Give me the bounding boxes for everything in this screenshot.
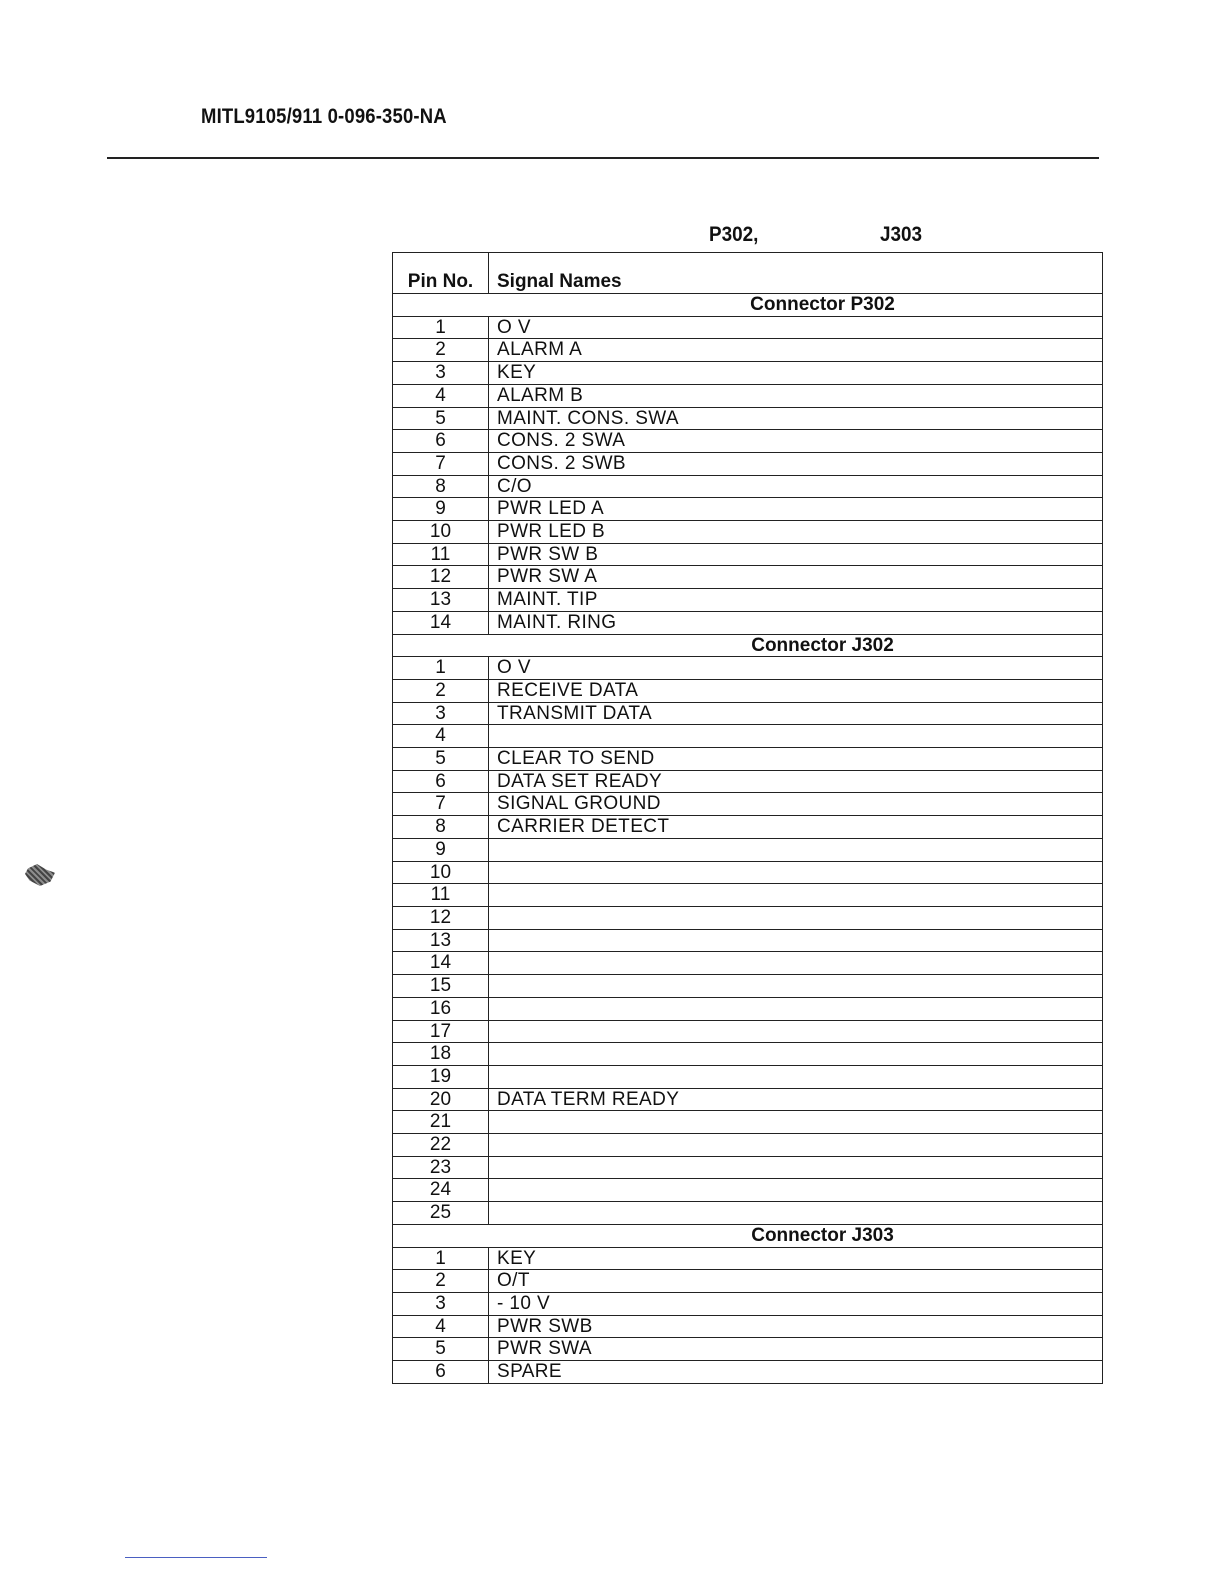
table-row bbox=[393, 430, 1103, 453]
pin-number: 14 bbox=[393, 952, 489, 975]
signal-name: CLEAR TO SEND bbox=[489, 748, 1103, 771]
signal-name: PWR LED B bbox=[489, 521, 1103, 544]
pin-number: 11 bbox=[393, 884, 489, 907]
pin-number: 2 bbox=[393, 679, 489, 702]
pin-number: 1 bbox=[393, 316, 489, 339]
pin-number: 6 bbox=[393, 430, 489, 453]
signal-name: PWR SW B bbox=[489, 543, 1103, 566]
signal-name: PWR SWA bbox=[489, 1338, 1103, 1361]
table-row bbox=[393, 589, 1103, 612]
signal-name bbox=[489, 884, 1103, 907]
signal-name bbox=[489, 1156, 1103, 1179]
pin-number: 12 bbox=[393, 906, 489, 929]
pin-number: 24 bbox=[393, 1179, 489, 1202]
table-row bbox=[393, 1043, 1103, 1066]
table-row bbox=[393, 566, 1103, 589]
pin-number: 16 bbox=[393, 997, 489, 1020]
table-row bbox=[393, 929, 1103, 952]
signal-name bbox=[489, 861, 1103, 884]
pin-number: 9 bbox=[393, 498, 489, 521]
signal-name bbox=[489, 725, 1103, 748]
table-row bbox=[393, 452, 1103, 475]
table-row bbox=[393, 1247, 1103, 1270]
pin-number: 9 bbox=[393, 838, 489, 861]
signal-name: SPARE bbox=[489, 1361, 1103, 1384]
pin-number: 4 bbox=[393, 1315, 489, 1338]
table-row bbox=[393, 952, 1103, 975]
table-row bbox=[393, 997, 1103, 1020]
table-row bbox=[393, 838, 1103, 861]
pin-number: 12 bbox=[393, 566, 489, 589]
signal-name bbox=[489, 1020, 1103, 1043]
section-row bbox=[393, 294, 1103, 317]
signal-name: DATA TERM READY bbox=[489, 1088, 1103, 1111]
signal-name: O/T bbox=[489, 1270, 1103, 1293]
pin-number: 8 bbox=[393, 475, 489, 498]
signal-name bbox=[489, 1134, 1103, 1157]
signal-name: MAINT. CONS. SWA bbox=[489, 407, 1103, 430]
pin-number: 7 bbox=[393, 452, 489, 475]
table-caption-j303: J303 bbox=[880, 223, 923, 246]
table-row bbox=[393, 475, 1103, 498]
pin-number: 10 bbox=[393, 521, 489, 544]
pin-number: 5 bbox=[393, 748, 489, 771]
table-row bbox=[393, 1179, 1103, 1202]
signal-name bbox=[489, 1065, 1103, 1088]
signal-name: RECEIVE DATA bbox=[489, 679, 1103, 702]
section-title: Connector J302 bbox=[393, 634, 1103, 657]
signal-name: - 10 V bbox=[489, 1292, 1103, 1315]
table-row bbox=[393, 1020, 1103, 1043]
signal-name: DATA SET READY bbox=[489, 770, 1103, 793]
signal-name bbox=[489, 1179, 1103, 1202]
pin-number: 14 bbox=[393, 611, 489, 634]
column-header-pin: Pin No. bbox=[393, 253, 489, 294]
table-row bbox=[393, 1292, 1103, 1315]
table-header-row bbox=[393, 253, 1103, 294]
table-row bbox=[393, 861, 1103, 884]
signal-name: ALARM A bbox=[489, 339, 1103, 362]
pin-number: 17 bbox=[393, 1020, 489, 1043]
pin-number: 8 bbox=[393, 816, 489, 839]
pin-number: 23 bbox=[393, 1156, 489, 1179]
pin-number: 11 bbox=[393, 543, 489, 566]
signal-name: O V bbox=[489, 657, 1103, 680]
table-body bbox=[393, 294, 1103, 1384]
pin-number: 22 bbox=[393, 1134, 489, 1157]
table-row bbox=[393, 1361, 1103, 1384]
pin-signal-table bbox=[392, 252, 1103, 1384]
pin-number: 25 bbox=[393, 1202, 489, 1225]
table-row bbox=[393, 407, 1103, 430]
signal-name: CONS. 2 SWB bbox=[489, 452, 1103, 475]
signal-name bbox=[489, 1111, 1103, 1134]
table-row bbox=[393, 1134, 1103, 1157]
pin-number: 19 bbox=[393, 1065, 489, 1088]
signal-name bbox=[489, 906, 1103, 929]
table-row bbox=[393, 679, 1103, 702]
signal-name: KEY bbox=[489, 362, 1103, 385]
pin-number: 13 bbox=[393, 929, 489, 952]
table-row bbox=[393, 975, 1103, 998]
pin-number: 3 bbox=[393, 702, 489, 725]
table-row bbox=[393, 362, 1103, 385]
pin-number: 3 bbox=[393, 362, 489, 385]
table-row bbox=[393, 1111, 1103, 1134]
pin-number: 2 bbox=[393, 1270, 489, 1293]
signal-name: CONS. 2 SWA bbox=[489, 430, 1103, 453]
table-row bbox=[393, 498, 1103, 521]
pin-number: 4 bbox=[393, 384, 489, 407]
signal-name bbox=[489, 1202, 1103, 1225]
signal-name bbox=[489, 975, 1103, 998]
pin-number: 5 bbox=[393, 407, 489, 430]
table-row bbox=[393, 1156, 1103, 1179]
pin-number: 5 bbox=[393, 1338, 489, 1361]
table-row bbox=[393, 1338, 1103, 1361]
table-row bbox=[393, 657, 1103, 680]
header-rule bbox=[107, 157, 1099, 159]
pin-number: 10 bbox=[393, 861, 489, 884]
table-row bbox=[393, 1088, 1103, 1111]
section-title: Connector J303 bbox=[393, 1224, 1103, 1247]
signal-name: PWR SW A bbox=[489, 566, 1103, 589]
signal-name bbox=[489, 838, 1103, 861]
pin-number: 21 bbox=[393, 1111, 489, 1134]
pin-number: 4 bbox=[393, 725, 489, 748]
section-row bbox=[393, 1224, 1103, 1247]
table-row bbox=[393, 1065, 1103, 1088]
pin-number: 18 bbox=[393, 1043, 489, 1066]
pin-number: 7 bbox=[393, 793, 489, 816]
signal-name: PWR LED A bbox=[489, 498, 1103, 521]
signal-name bbox=[489, 952, 1103, 975]
signal-name: O V bbox=[489, 316, 1103, 339]
table-row bbox=[393, 384, 1103, 407]
pin-number: 15 bbox=[393, 975, 489, 998]
signal-name bbox=[489, 1043, 1103, 1066]
table-row bbox=[393, 906, 1103, 929]
signal-name bbox=[489, 929, 1103, 952]
table-row bbox=[393, 725, 1103, 748]
table-row bbox=[393, 816, 1103, 839]
pin-number: 20 bbox=[393, 1088, 489, 1111]
pin-number: 1 bbox=[393, 657, 489, 680]
signal-name: PWR SWB bbox=[489, 1315, 1103, 1338]
section-row bbox=[393, 634, 1103, 657]
signal-name: C/O bbox=[489, 475, 1103, 498]
table-row bbox=[393, 770, 1103, 793]
section-title: Connector P302 bbox=[393, 294, 1103, 317]
signal-name: KEY bbox=[489, 1247, 1103, 1270]
table-row bbox=[393, 702, 1103, 725]
pin-number: 3 bbox=[393, 1292, 489, 1315]
table-row bbox=[393, 316, 1103, 339]
signal-name: MAINT. TIP bbox=[489, 589, 1103, 612]
table-caption-p302: P302, bbox=[709, 223, 759, 246]
table-row bbox=[393, 339, 1103, 362]
pin-number: 1 bbox=[393, 1247, 489, 1270]
table-row bbox=[393, 748, 1103, 771]
table-row bbox=[393, 543, 1103, 566]
table-row bbox=[393, 1315, 1103, 1338]
table-row bbox=[393, 1202, 1103, 1225]
bottom-mark bbox=[125, 1557, 267, 1558]
table-row bbox=[393, 611, 1103, 634]
signal-name: MAINT. RING bbox=[489, 611, 1103, 634]
pin-number: 6 bbox=[393, 1361, 489, 1384]
column-header-signal: Signal Names bbox=[489, 253, 1103, 294]
signal-name bbox=[489, 997, 1103, 1020]
pin-number: 13 bbox=[393, 589, 489, 612]
signal-name: TRANSMIT DATA bbox=[489, 702, 1103, 725]
document-id: MITL9105/911 0-096-350-NA bbox=[201, 105, 447, 128]
pin-number: 2 bbox=[393, 339, 489, 362]
table-row bbox=[393, 793, 1103, 816]
pin-number: 6 bbox=[393, 770, 489, 793]
table-row bbox=[393, 521, 1103, 544]
table-row bbox=[393, 884, 1103, 907]
signal-name: ALARM B bbox=[489, 384, 1103, 407]
table-row bbox=[393, 1270, 1103, 1293]
signal-name: CARRIER DETECT bbox=[489, 816, 1103, 839]
signal-name: SIGNAL GROUND bbox=[489, 793, 1103, 816]
scan-blemish bbox=[25, 864, 55, 886]
